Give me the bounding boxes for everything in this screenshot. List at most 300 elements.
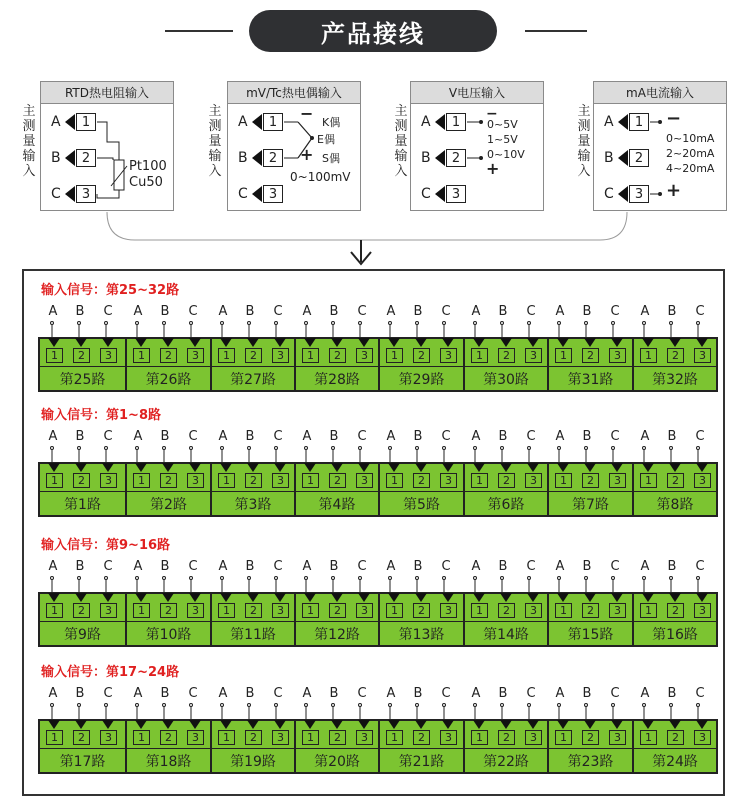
- terminal-letter-label: A: [218, 429, 228, 444]
- terminal-letter-label: C: [103, 686, 113, 701]
- terminal-number-box: 1: [46, 348, 63, 363]
- channel-terminal: [632, 339, 716, 390]
- terminal-letter-label: B: [75, 304, 85, 319]
- terminal-pin-dot: [190, 447, 193, 450]
- terminal-letter-label: A: [386, 304, 396, 319]
- terminal-letter-label: A: [218, 686, 228, 701]
- channel-terminal: [547, 594, 632, 645]
- terminal-arrow-icon: [75, 593, 87, 602]
- terminal-letter-label: C: [273, 686, 283, 701]
- terminal-letter: A: [51, 114, 61, 130]
- section-title: 输入信号：第1~8路: [41, 408, 161, 423]
- terminal-letter-label: A: [555, 304, 565, 319]
- terminal-letter-label: C: [441, 559, 451, 574]
- terminal-number-box: 3: [272, 730, 289, 745]
- channel-divider: [296, 621, 378, 622]
- terminal-arrow-icon: [642, 720, 654, 729]
- channel-divider: [634, 491, 716, 492]
- channel-label: 第30路: [483, 372, 529, 388]
- terminal-letter-label: B: [245, 559, 255, 574]
- terminal-number-box: 1: [218, 730, 235, 745]
- terminal-number-box: 3: [525, 348, 542, 363]
- channel-divider: [634, 621, 716, 622]
- channel-label: 第21路: [398, 754, 445, 770]
- terminal-arrow-icon: [358, 720, 370, 729]
- terminal-letter-label: B: [160, 686, 170, 701]
- channel-label: 第26路: [145, 372, 192, 388]
- terminal-number-box: 2: [667, 730, 684, 745]
- terminal-arrow-icon: [584, 720, 596, 729]
- terminal-number-box: 2: [160, 730, 177, 745]
- terminal-number-box: 2: [413, 348, 430, 363]
- polarity-plus: +: [486, 159, 500, 178]
- terminal-pin-dot: [528, 447, 531, 450]
- terminal-pin-dot: [248, 704, 251, 707]
- terminal-number-box: 2: [413, 603, 430, 618]
- terminal-letter-label: B: [245, 429, 255, 444]
- terminal-number-box: 2: [582, 473, 599, 488]
- terminal-letter-label: C: [610, 559, 620, 574]
- terminal-arrow-icon: [527, 720, 539, 729]
- terminal-arrow-icon: [304, 338, 316, 347]
- channel-divider: [212, 748, 294, 749]
- terminal-pin-dot: [697, 704, 700, 707]
- terminal-pin-dot: [697, 322, 700, 325]
- channel-label: 第13路: [398, 627, 445, 643]
- terminal-pin-dot: [248, 447, 251, 450]
- terminal-pin-dot: [275, 447, 278, 450]
- thermocouple-input-diagram: [227, 81, 361, 211]
- terminal-pin-dot: [585, 704, 588, 707]
- channel-terminal: [547, 464, 632, 515]
- terminal-letter-label: A: [471, 429, 481, 444]
- terminal-letter-label: C: [695, 559, 705, 574]
- terminal-letter-label: A: [386, 686, 396, 701]
- terminal-number-box: 2: [329, 730, 346, 745]
- terminal-letter: B: [238, 150, 248, 166]
- terminal-letter-label: C: [695, 304, 705, 319]
- terminal-number: 1: [76, 113, 96, 131]
- terminal-number-box: 1: [555, 603, 572, 618]
- terminal-arrow-icon: [189, 338, 201, 347]
- terminal-pin-dot: [51, 704, 54, 707]
- terminal-number-box: 1: [133, 603, 150, 618]
- terminal-letter-label: B: [498, 304, 508, 319]
- terminal-number-box: 3: [100, 730, 117, 745]
- terminal-letter-label: A: [218, 304, 228, 319]
- range-0-5v: 0~5V: [487, 118, 518, 131]
- channel-divider: [549, 748, 632, 749]
- terminal-pin-dot: [78, 447, 81, 450]
- terminal-letter-label: B: [498, 686, 508, 701]
- terminal-number-box: 2: [667, 473, 684, 488]
- terminal-letter-label: B: [413, 686, 423, 701]
- terminal-letter-label: A: [640, 304, 650, 319]
- terminal-number-box: 3: [609, 730, 626, 745]
- terminal-number-box: 1: [302, 730, 319, 745]
- terminal-number-box: 3: [694, 730, 711, 745]
- terminal-number-box: 1: [471, 730, 488, 745]
- terminal-letter-label: A: [48, 686, 58, 701]
- range-0-10ma: 0~10mA: [666, 132, 715, 145]
- terminal-arrow-icon: [669, 463, 681, 472]
- terminal-pin-dot: [612, 577, 615, 580]
- terminal-letter-label: A: [302, 429, 312, 444]
- terminal-letter-label: B: [329, 429, 339, 444]
- terminal-letter-label: A: [555, 429, 565, 444]
- terminal-letter-label: C: [441, 429, 451, 444]
- terminal-pin-dot: [105, 704, 108, 707]
- terminal-arrow-icon: [696, 593, 708, 602]
- terminal-pin-dot: [389, 447, 392, 450]
- terminal-letter-label: C: [273, 429, 283, 444]
- voltage-input-diagram: [410, 81, 544, 211]
- channel-divider: [296, 491, 378, 492]
- channel-terminal: [210, 339, 294, 390]
- terminal-letter-label: B: [160, 304, 170, 319]
- terminal-pin-dot: [416, 704, 419, 707]
- channel-terminal: [547, 339, 632, 390]
- terminal-pin-dot: [332, 704, 335, 707]
- terminal-arrow-icon: [220, 463, 232, 472]
- terminal-pin-dot: [612, 447, 615, 450]
- channel-label: 第8路: [656, 497, 694, 513]
- terminal-number: 3: [263, 185, 283, 203]
- terminal-number: 2: [263, 149, 283, 167]
- terminal-pin-dot: [558, 322, 561, 325]
- terminal-pin-dot: [190, 577, 193, 580]
- section-title: 输入信号：第17~24路: [41, 665, 180, 680]
- terminal-number-box: 2: [329, 603, 346, 618]
- terminal-letter-label: A: [471, 686, 481, 701]
- terminal-number-box: 3: [440, 730, 457, 745]
- terminal-number-box: 2: [667, 348, 684, 363]
- terminal-pin-dot: [558, 704, 561, 707]
- terminal-number-box: 2: [498, 348, 515, 363]
- terminal-arrow-icon: [162, 338, 174, 347]
- terminal-pin-dot: [443, 704, 446, 707]
- terminal-arrow-icon: [102, 593, 114, 602]
- terminal-pin-dot: [443, 447, 446, 450]
- terminal-number-box: 3: [440, 348, 457, 363]
- terminal-letter: A: [421, 114, 431, 130]
- terminal-pin-dot: [501, 322, 504, 325]
- terminal-pin-dot: [416, 322, 419, 325]
- channel-label: 第3路: [234, 497, 272, 513]
- terminal-letter-label: B: [75, 429, 85, 444]
- terminal-letter-label: C: [526, 686, 536, 701]
- terminal-arrow-icon: [135, 338, 147, 347]
- terminal-letter-label: C: [103, 559, 113, 574]
- terminal-number-box: 1: [555, 473, 572, 488]
- terminal-letter-label: A: [386, 429, 396, 444]
- channel-divider: [296, 366, 378, 367]
- range-2-20ma: 2~20mA: [666, 147, 715, 160]
- terminal-arrow-icon: [415, 720, 427, 729]
- terminal-letter-label: B: [667, 304, 677, 319]
- k-couple-label: K偶: [322, 116, 341, 129]
- channel-terminal: [632, 721, 716, 772]
- terminal-pin-dot: [697, 447, 700, 450]
- channel-divider: [127, 748, 210, 749]
- terminal-arrow-icon: [274, 463, 286, 472]
- terminal-arrow-icon: [611, 593, 623, 602]
- terminal-letter-label: B: [329, 559, 339, 574]
- terminal-number-box: 2: [160, 603, 177, 618]
- terminal-pin-dot: [585, 447, 588, 450]
- terminal-number-box: 1: [471, 603, 488, 618]
- terminal-pin-dot: [670, 322, 673, 325]
- terminal-number-box: 3: [525, 730, 542, 745]
- terminal-letter-label: A: [640, 429, 650, 444]
- channel-terminal: [294, 721, 378, 772]
- terminal-letter-label: B: [160, 559, 170, 574]
- terminal-letter-label: A: [471, 304, 481, 319]
- terminal-arrow-icon: [162, 720, 174, 729]
- terminal-letter-label: B: [245, 686, 255, 701]
- channel-divider: [212, 491, 294, 492]
- terminal-number-box: 3: [187, 603, 204, 618]
- terminal-number-box: 2: [498, 730, 515, 745]
- terminal-number-box: 1: [133, 348, 150, 363]
- terminal-number-box: 2: [73, 730, 90, 745]
- terminal-pin-dot: [528, 704, 531, 707]
- terminal-arrow-icon: [162, 463, 174, 472]
- terminal-pin-dot: [558, 447, 561, 450]
- channel-terminal: [125, 594, 210, 645]
- terminal-pin-dot: [643, 447, 646, 450]
- terminal-arrow-icon: [331, 720, 343, 729]
- terminal-letter-label: B: [413, 559, 423, 574]
- terminal-pin-dot: [474, 704, 477, 707]
- terminal-pin-dot: [443, 577, 446, 580]
- section-title: 输入信号：第9~16路: [41, 538, 171, 553]
- thermocouple-wiring-icon: [228, 82, 362, 212]
- terminal-arrow-icon: [473, 463, 485, 472]
- side-label-3: 主测量输入: [394, 104, 408, 179]
- terminal-letter-label: C: [103, 304, 113, 319]
- terminal-pin-dot: [332, 322, 335, 325]
- channel-divider: [40, 366, 125, 367]
- terminal-letter-label: C: [273, 559, 283, 574]
- terminal-number-box: 1: [133, 730, 150, 745]
- terminal-pin-dot: [332, 577, 335, 580]
- terminal-letter-label: C: [357, 304, 367, 319]
- voltage-wiring-icon: [411, 82, 545, 212]
- terminal-arrow-icon: [557, 338, 569, 347]
- terminal-arrow-icon: [500, 593, 512, 602]
- side-label-1: 主测量输入: [22, 104, 36, 179]
- channel-divider: [380, 748, 463, 749]
- terminal-arrow-icon: [500, 720, 512, 729]
- terminal-pin-dot: [51, 322, 54, 325]
- terminal-arrow-icon: [557, 463, 569, 472]
- terminal-pin-dot: [670, 577, 673, 580]
- channel-terminal: [378, 721, 463, 772]
- terminal-pin-dot: [643, 577, 646, 580]
- terminal-pin-dot: [585, 322, 588, 325]
- terminal-pin-dot: [643, 704, 646, 707]
- terminal-letter-label: C: [610, 429, 620, 444]
- terminal-arrow-icon: [527, 338, 539, 347]
- terminal-number-box: 2: [245, 348, 262, 363]
- terminal-arrow-icon: [331, 338, 343, 347]
- terminal-number: 3: [629, 185, 649, 203]
- terminal-letter-label: A: [48, 559, 58, 574]
- rtd-pt100-label: Pt100: [129, 159, 167, 174]
- terminal-arrow-icon: [358, 338, 370, 347]
- terminal-number-box: 2: [582, 730, 599, 745]
- terminal-letter-label: C: [357, 686, 367, 701]
- terminal-letter-label: C: [188, 559, 198, 574]
- terminal-pin-dot: [474, 447, 477, 450]
- channel-label: 第20路: [314, 754, 360, 770]
- terminal-arrow-icon: [102, 338, 114, 347]
- terminal-number-box: 3: [187, 348, 204, 363]
- terminal-pin-dot: [136, 577, 139, 580]
- terminal-number-box: 1: [471, 348, 488, 363]
- terminal-arrow-icon: [669, 593, 681, 602]
- terminal-pin-dot: [78, 704, 81, 707]
- terminal-number-box: 3: [100, 603, 117, 618]
- terminal-number: 1: [446, 113, 466, 131]
- terminal-number-box: 2: [667, 603, 684, 618]
- channel-terminal: [125, 721, 210, 772]
- terminal-letter-label: A: [218, 559, 228, 574]
- title-line-left: [165, 30, 233, 32]
- s-couple-label: S偶: [322, 152, 340, 165]
- terminal-letter-label: C: [441, 304, 451, 319]
- terminal-arrow-icon: [358, 463, 370, 472]
- terminal-arrow-icon: [642, 593, 654, 602]
- terminal-pin-dot: [221, 577, 224, 580]
- channel-terminal: [40, 721, 125, 772]
- channel-terminal: [125, 339, 210, 390]
- terminal-number: 2: [446, 149, 466, 167]
- terminal-arrow-icon: [331, 593, 343, 602]
- terminal-letter-label: A: [555, 559, 565, 574]
- terminal-pin-dot: [501, 704, 504, 707]
- terminal-number: 1: [629, 113, 649, 131]
- terminal-number-box: 1: [640, 603, 657, 618]
- terminal-number-box: 3: [356, 730, 373, 745]
- terminal-letter-label: C: [188, 304, 198, 319]
- channel-terminal: [463, 464, 547, 515]
- terminal-pin-dot: [474, 322, 477, 325]
- terminal-arrow-icon: [611, 463, 623, 472]
- channel-terminal: [378, 464, 463, 515]
- terminal-letter-label: A: [302, 559, 312, 574]
- title-line-right: [525, 30, 587, 32]
- channel-divider: [549, 621, 632, 622]
- terminal-arrow-icon: [48, 338, 60, 347]
- channel-divider: [549, 491, 632, 492]
- terminal-letter-label: C: [695, 429, 705, 444]
- terminal-arrow-icon: [696, 463, 708, 472]
- terminal-arrow-icon: [500, 338, 512, 347]
- terminal-letter-label: B: [329, 686, 339, 701]
- channel-label: 第24路: [652, 754, 698, 770]
- terminal-pin-dot: [51, 447, 54, 450]
- channel-terminal: [463, 594, 547, 645]
- channel-divider: [212, 621, 294, 622]
- terminal-pin-dot: [389, 577, 392, 580]
- terminal-letter-label: A: [640, 559, 650, 574]
- terminal-number-box: 3: [272, 603, 289, 618]
- terminal-block: [38, 592, 718, 647]
- terminal-arrow-icon: [102, 463, 114, 472]
- terminal-number-box: 1: [218, 473, 235, 488]
- terminal-block: [38, 719, 718, 774]
- terminal-pin-dot: [585, 577, 588, 580]
- terminal-arrow-icon: [304, 720, 316, 729]
- terminal-letter-label: A: [133, 429, 143, 444]
- terminal-number-box: 3: [187, 730, 204, 745]
- rtd-wiring-icon: [41, 82, 175, 212]
- terminal-letter: C: [421, 186, 431, 202]
- rtd-input-diagram: [40, 81, 174, 211]
- terminal-pin-dot: [359, 447, 362, 450]
- terminal-letter-label: A: [471, 559, 481, 574]
- terminal-pin-dot: [305, 704, 308, 707]
- terminal-letter-label: C: [695, 686, 705, 701]
- channel-label: 第18路: [145, 754, 192, 770]
- terminal-arrow-icon: [75, 463, 87, 472]
- terminal-arrow-icon: [274, 720, 286, 729]
- terminal-arrow-icon: [611, 720, 623, 729]
- terminal-number-box: 1: [302, 348, 319, 363]
- terminal-letter-label: B: [582, 304, 592, 319]
- terminal-number-box: 3: [525, 473, 542, 488]
- terminal-arrow-icon: [189, 593, 201, 602]
- channel-label: 第19路: [230, 754, 276, 770]
- terminal-number-box: 1: [46, 603, 63, 618]
- channel-terminal: [294, 594, 378, 645]
- terminal-pin-dot: [51, 577, 54, 580]
- terminal-arrow-icon: [220, 593, 232, 602]
- terminal-arrow-icon: [473, 593, 485, 602]
- polarity-minus: −: [666, 108, 682, 129]
- terminal-letter-label: B: [245, 304, 255, 319]
- terminal-letter-label: C: [188, 429, 198, 444]
- terminal-number-box: 2: [73, 603, 90, 618]
- terminal-arrow-icon: [135, 593, 147, 602]
- channel-divider: [127, 621, 210, 622]
- terminal-number-box: 1: [386, 348, 403, 363]
- channel-divider: [634, 748, 716, 749]
- terminal-letter-label: A: [133, 686, 143, 701]
- terminal-number-box: 2: [582, 348, 599, 363]
- channel-label: 第16路: [652, 627, 698, 643]
- terminal-number-box: 2: [329, 348, 346, 363]
- terminal-number: 1: [263, 113, 283, 131]
- channel-divider: [380, 491, 463, 492]
- terminal-pin-dot: [248, 322, 251, 325]
- terminal-pin-dot: [612, 322, 615, 325]
- channel-divider: [212, 366, 294, 367]
- channel-terminal: [125, 464, 210, 515]
- terminal-number-box: 1: [386, 473, 403, 488]
- channel-terminal: [40, 594, 125, 645]
- diagram-title: mV/Tc热电偶输入: [228, 82, 360, 104]
- channel-label: 第23路: [567, 754, 614, 770]
- terminal-letter-label: C: [103, 429, 113, 444]
- channel-divider: [40, 748, 125, 749]
- terminal-arrow-icon: [442, 593, 454, 602]
- channel-divider: [127, 366, 210, 367]
- terminal-number-box: 3: [694, 473, 711, 488]
- terminal-letter: B: [421, 150, 431, 166]
